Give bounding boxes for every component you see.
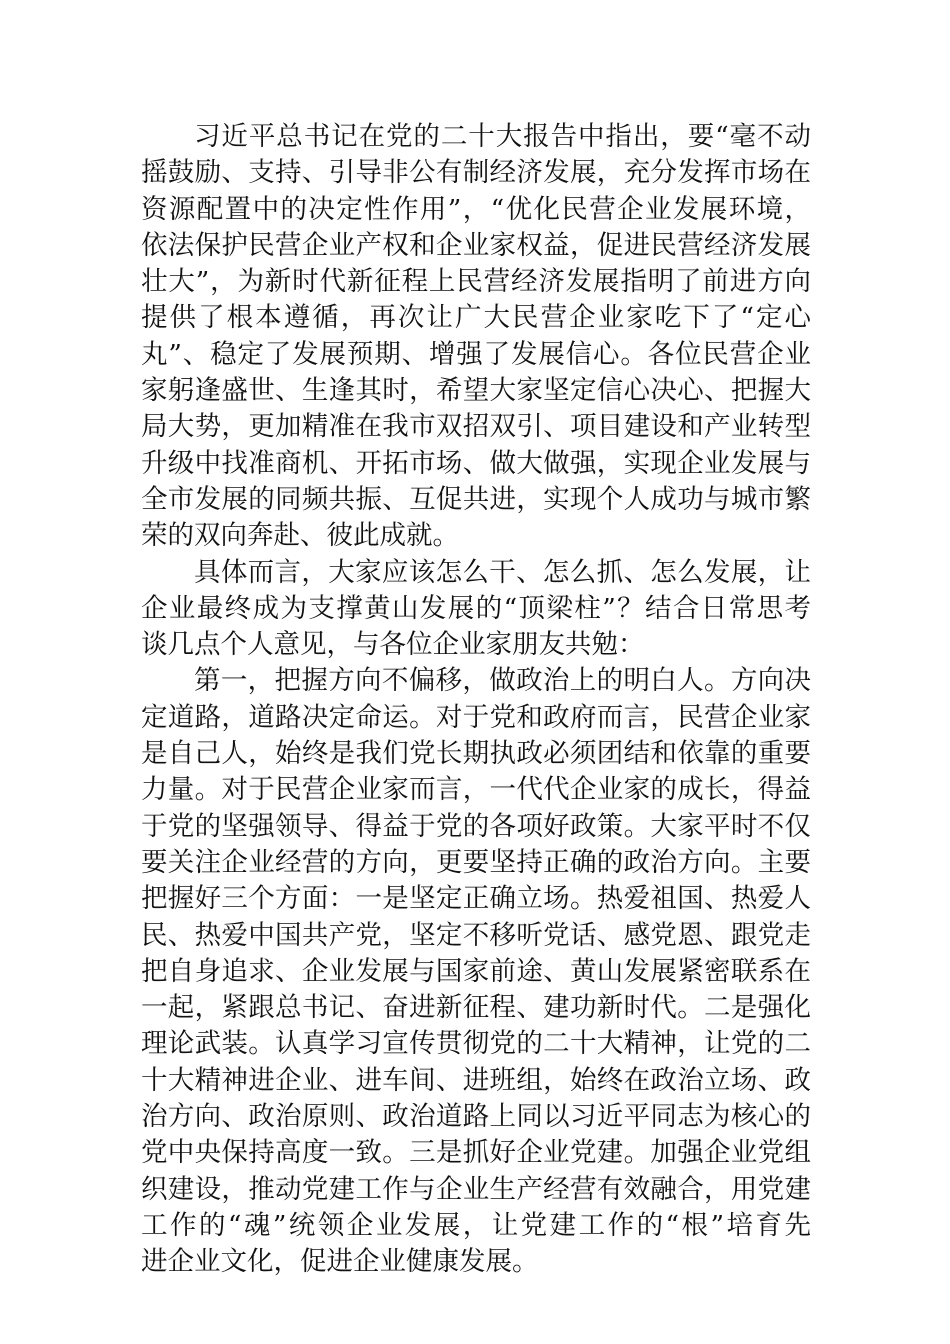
paragraph-1 bbox=[141, 119, 811, 555]
text-line: 局大势，更加精准在我市双招双引、项目建设和产业转型 bbox=[141, 411, 811, 443]
text-line: 丸”、稳定了发展预期、增强了发展信心。各位民营企业 bbox=[141, 338, 811, 370]
text-line: 提供了根本遵循，再次让广大民营企业家吃下了“定心 bbox=[141, 302, 811, 334]
text-line: 定道路，道路决定命运。对于党和政府而言，民营企业家 bbox=[141, 701, 811, 733]
text-line: 民、热爱中国共产党，坚定不移听党话、感党恩、跟党走 bbox=[141, 919, 811, 951]
text-line: 习近平总书记在党的二十大报告中指出，要“毫不动 bbox=[194, 121, 811, 152]
text-line: 理论武装。认真学习宣传贯彻党的二十大精神，让党的二 bbox=[141, 1028, 811, 1060]
text-line: 第一，把握方向不偏移，做政治上的明白人。方向决 bbox=[194, 665, 811, 697]
document-page bbox=[141, 119, 811, 1281]
text-line: 把握好三个方面：一是坚定正确立场。热爱祖国、热爱人 bbox=[141, 883, 811, 915]
text-line: 是自己人，始终是我们党长期执政必须团结和依靠的重要 bbox=[141, 738, 811, 770]
paragraph-3 bbox=[141, 663, 811, 1280]
text-line: 要关注企业经营的方向，更要坚持正确的政治方向。主要 bbox=[141, 846, 811, 878]
text-line: 于党的坚强领导、得益于党的各项好政策。大家平时不仅 bbox=[141, 810, 811, 842]
text-line: 壮大”，为新时代新征程上民营经济发展指明了前进方向 bbox=[141, 266, 811, 298]
text-line: 具体而言，大家应该怎么干、怎么抓、怎么发展，让 bbox=[194, 556, 811, 588]
paragraph-2 bbox=[141, 555, 811, 664]
text-line: 升级中找准商机、开拓市场、做大做强，实现企业发展与 bbox=[141, 447, 811, 479]
text-line: 荣的双向奔赴、彼此成就。 bbox=[141, 520, 459, 552]
text-line: 工作的“魂”统领企业发展，让党建工作的“根”培育先 bbox=[141, 1209, 811, 1241]
text-line: 全市发展的同频共振、互促共进，实现个人成功与城市繁 bbox=[141, 483, 811, 515]
text-line: 治方向、政治原则、政治道路上同以习近平同志为核心的 bbox=[141, 1101, 811, 1133]
text-line: 谈几点个人意见，与各位企业家朋友共勉： bbox=[141, 629, 645, 661]
text-line: 一起，紧跟总书记、奋进新征程、建功新时代。二是强化 bbox=[141, 992, 811, 1024]
text-line: 依法保护民营企业产权和企业家权益，促进民营经济发展 bbox=[141, 229, 811, 261]
text-line: 家躬逢盛世、生逢其时，希望大家坚定信心决心、把握大 bbox=[141, 375, 811, 407]
text-line: 资源配置中的决定性作用”，“优化民营企业发展环境， bbox=[141, 193, 811, 225]
text-line: 企业最终成为支撑黄山发展的“顶梁柱”？结合日常思考 bbox=[141, 592, 811, 624]
text-line: 织建设，推动党建工作与企业生产经营有效融合，用党建 bbox=[141, 1173, 811, 1205]
text-line: 把自身追求、企业发展与国家前途、黄山发展紧密联系在 bbox=[141, 955, 811, 987]
text-line: 十大精神进企业、进车间、进班组，始终在政治立场、政 bbox=[141, 1064, 811, 1096]
text-line: 进企业文化，促进企业健康发展。 bbox=[141, 1246, 539, 1278]
text-line: 力量。对于民营企业家而言，一代代企业家的成长，得益 bbox=[141, 774, 811, 806]
text-line: 摇鼓励、支持、引导非公有制经济发展，充分发挥市场在 bbox=[141, 157, 811, 189]
text-line: 党中央保持高度一致。三是抓好企业党建。加强企业党组 bbox=[141, 1137, 811, 1169]
